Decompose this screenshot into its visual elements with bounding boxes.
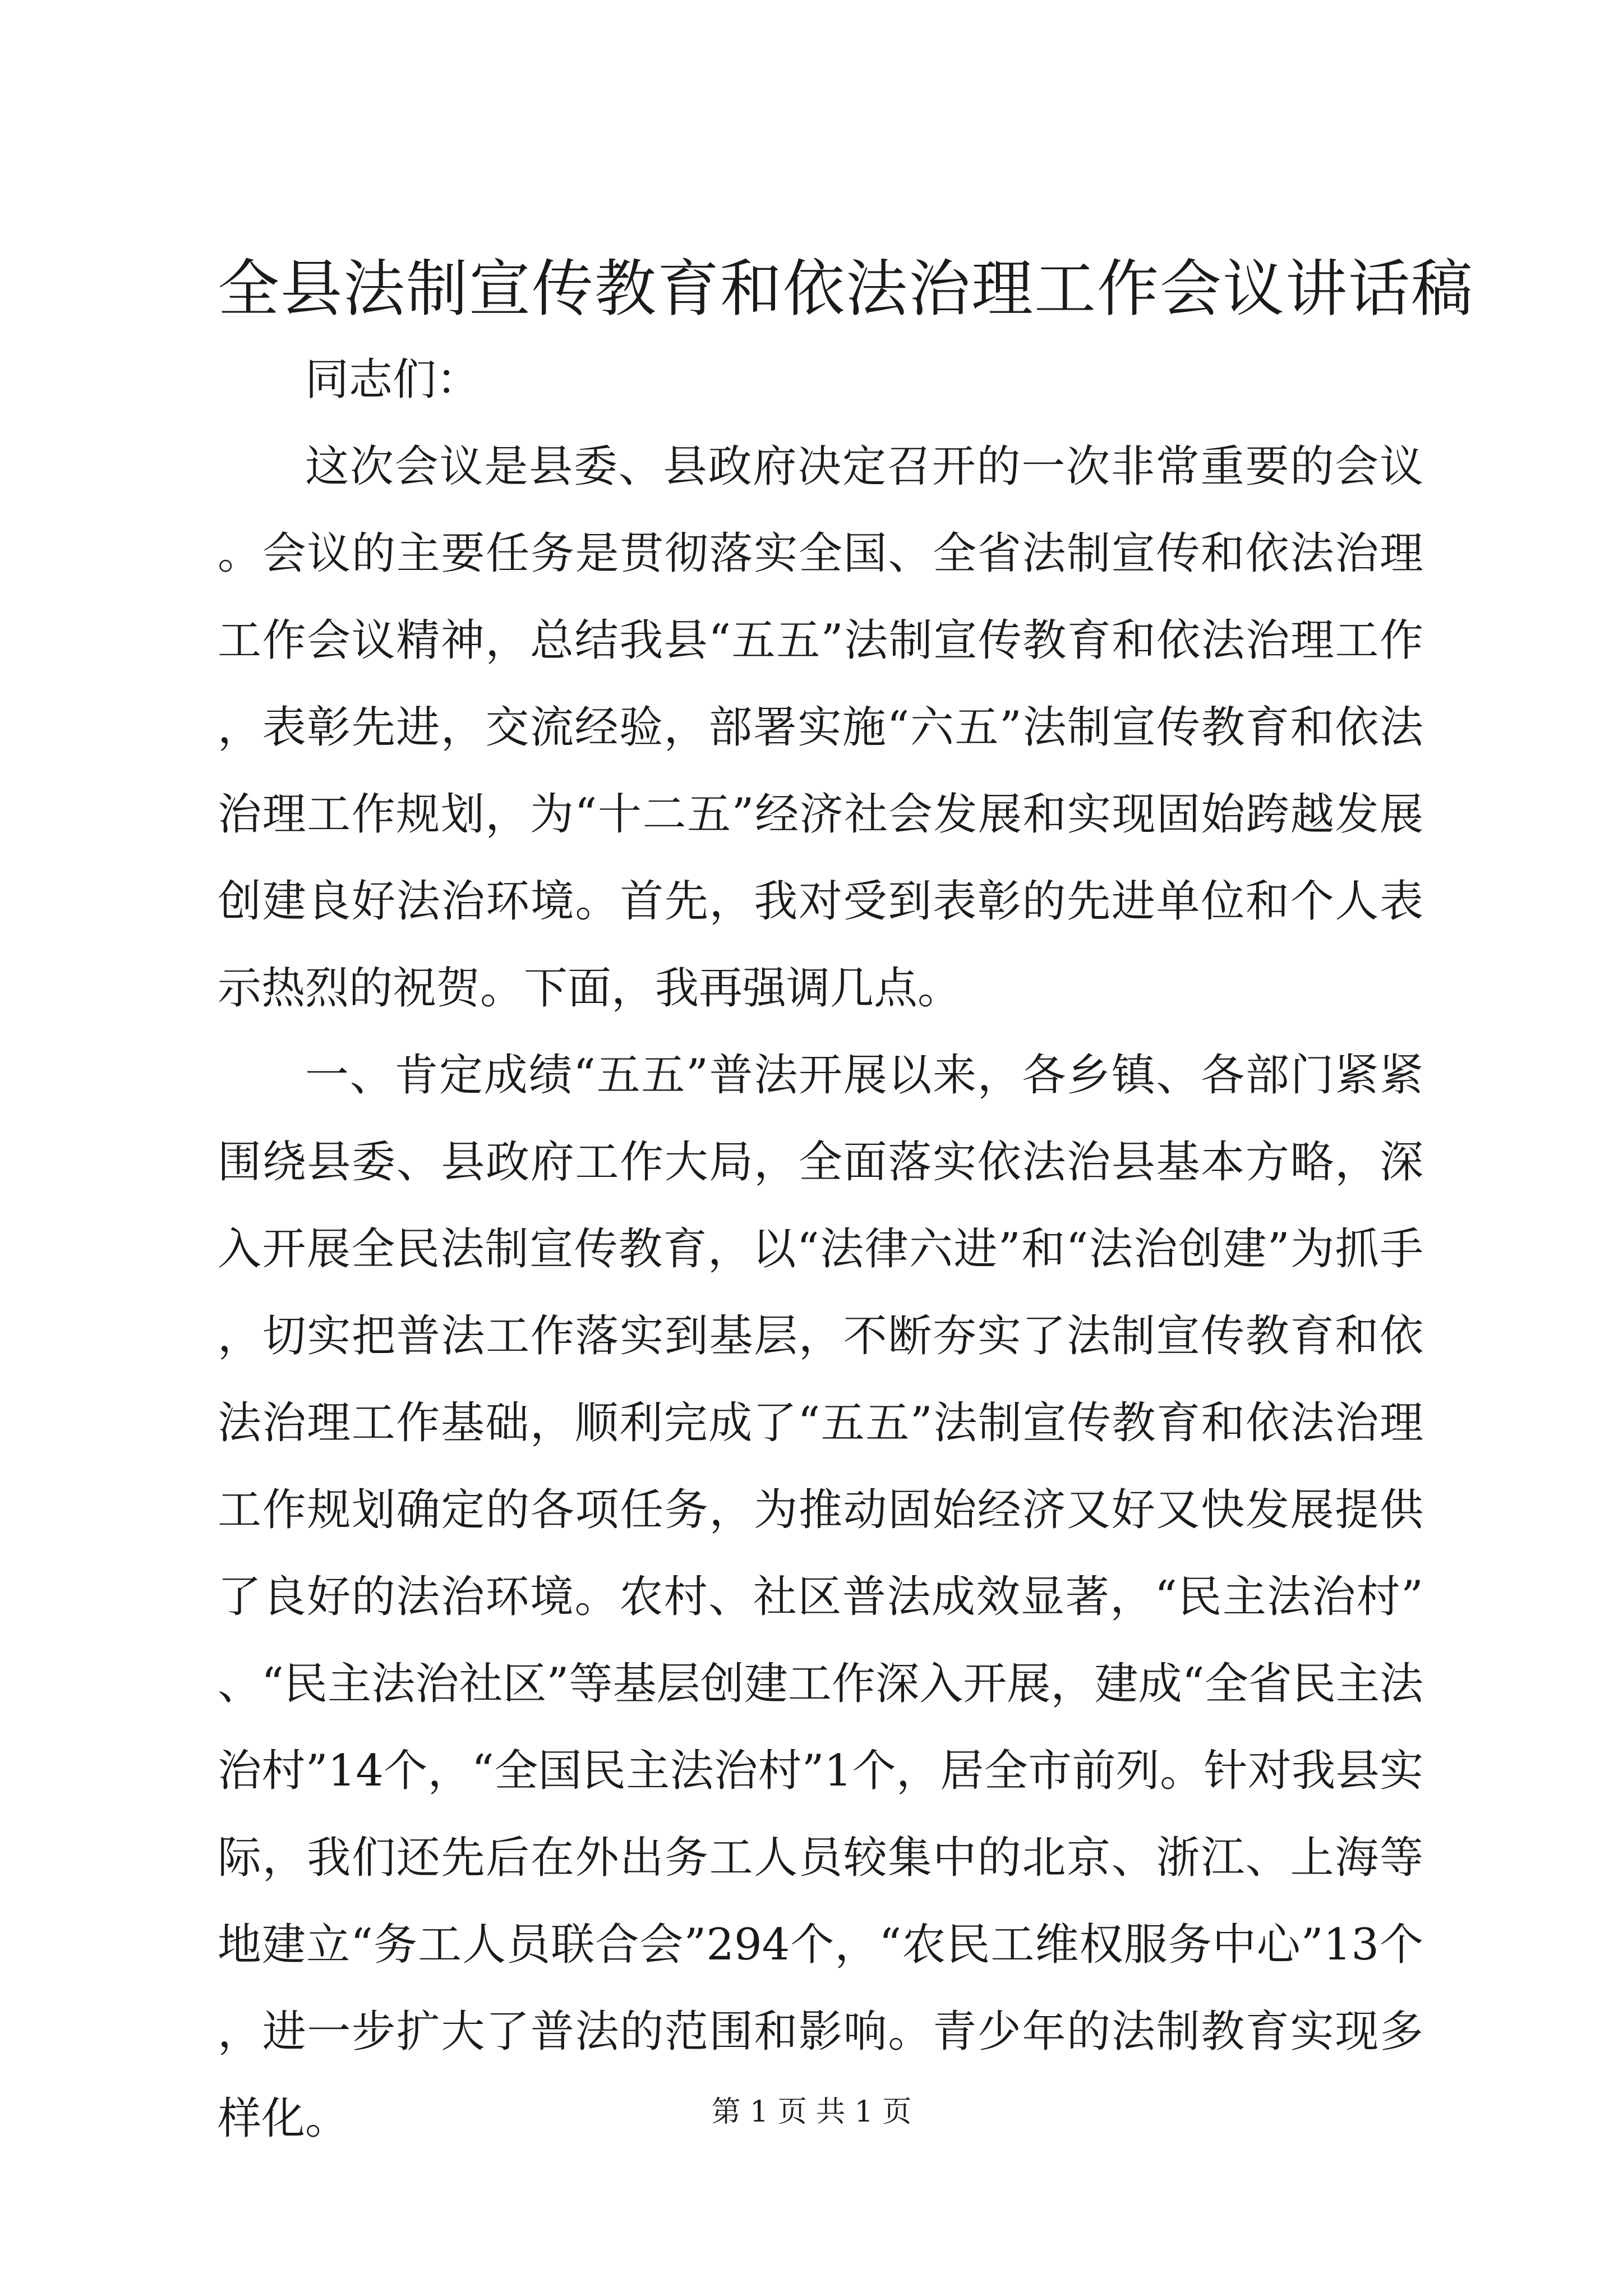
document-title: 全县法制宣传教育和依法治理工作会议讲话稿 bbox=[218, 253, 1474, 325]
paragraph-2: 一、肯定成绩“五五”普法开展以来，各乡镇、各部门紧紧围绕县委、县政府工作大局，全面落实依法治县基本方略，深入开展全民法制宣传教育，以“法律六进”和“法治创建”为抓手，切实把普法工作落实到基层，不断夯实了法制宣传教育和依法治理工作基础，顺利完成了“五五”法制宣传教育和依法治理工作规划确定的各项任务，为推动固始经济又好又快发展提供了良好的法治环境。农村、社区普法成效显著，“民主法治村”、“民主法治社区”等基层创建工作深入开展，建成“全省民主法治村”14个，“全国民主法治村”1个，居全市前列。针对我县实际，我们还先后在外出务工人员较集中的北京、浙江、上海等地建立“务工人员联合会”294个，“农民工维权服务中心”13个，进一步扩大了普法的范围和影响。青少年的法制教育实现多样化。 bbox=[218, 1050, 1423, 2144]
page-footer: 第 1 页 共 1 页 bbox=[711, 2095, 912, 2129]
document-body bbox=[218, 337, 1423, 2162]
salutation: 同志们： bbox=[305, 355, 481, 405]
paragraph-1: 这次会议是县委、县政府决定召开的一次非常重要的会议。会议的主要任务是贯彻落实全国、全省法制宣传和依法治理工作会议精神，总结我县“五五”法制宣传教育和依法治理工作，表彰先进，交流经验，部署实施“六五”法制宣传教育和依法治理工作规划，为“十二五”经济社会发展和实现固始跨越发展创建良好法治环境。首先，我对受到表彰的先进单位和个人表示热烈的祝贺。下面，我再强调几点。 bbox=[218, 441, 1423, 1014]
